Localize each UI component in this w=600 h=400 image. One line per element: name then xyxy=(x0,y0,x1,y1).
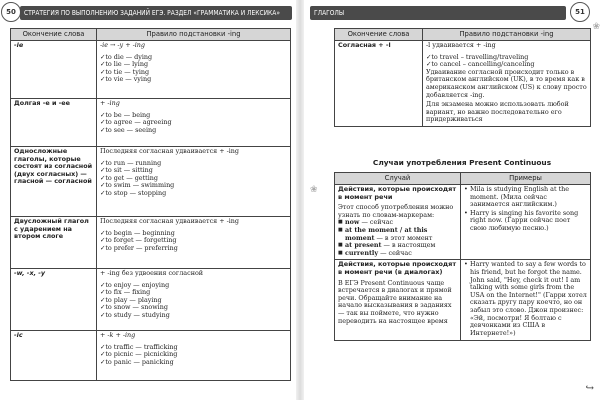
case-intro: Этот способ употребления можно узнать по словам-маркерам: xyxy=(338,203,454,219)
present-continuous-table xyxy=(334,172,591,341)
paw-print-icon: ❀ xyxy=(310,185,318,195)
right-header-text: ГЛАГОЛЫ xyxy=(314,9,345,17)
example-item: ✓ to enjoy — enjoying xyxy=(100,282,287,290)
marker-item xyxy=(338,227,457,242)
case-cell xyxy=(335,259,461,340)
col-header-rule: Правило подстановки -ing xyxy=(423,29,591,41)
rule-cell xyxy=(97,98,291,146)
ending-cell: -ic xyxy=(11,330,97,380)
example-item: ✓ to run — running xyxy=(100,160,287,168)
left-header-text: СТРАТЕГИЯ ПО ВЫПОЛНЕНИЮ ЗАДАНИЙ ЕГЭ. РАЗДЕЛ «ГРАММАТИКА И ЛЕКСИКА» xyxy=(24,9,280,17)
table-row xyxy=(11,98,291,146)
example-item: ✓ to picnic — picnicking xyxy=(100,351,287,359)
example-item: ✓ to tie — tying xyxy=(100,69,287,77)
col-header-rule: Правило подстановки -ing xyxy=(97,29,291,41)
case-title: Действия, которые происходят в момент речи xyxy=(338,185,457,201)
ending-cell: Долгая -e и -ee xyxy=(11,98,97,146)
example-item: • Mila is studying English at the moment. (Мила сейчас занимается английским.) xyxy=(464,186,587,209)
right-page-header xyxy=(310,6,566,20)
ending-cell: Согласная + -l xyxy=(335,40,423,126)
table-row xyxy=(335,40,591,126)
example-item: ✓ to panic — panicking xyxy=(100,359,287,367)
ing-rules-table-continued xyxy=(334,28,591,127)
rule-cell xyxy=(97,216,291,268)
examples-cell xyxy=(461,259,591,340)
table-row xyxy=(335,259,591,340)
rule-text: Последняя согласная удваивается + -ing xyxy=(100,147,240,156)
rule-cell xyxy=(97,40,291,98)
ending-cell: Односложные глаголы, которые состоят из согласной (двух согласных) — гласной — согласной xyxy=(11,146,97,216)
marker-word: at present xyxy=(345,241,382,250)
table-row xyxy=(11,268,291,330)
table-row xyxy=(11,216,291,268)
left-page-header xyxy=(20,6,292,20)
rule-text: + -ing xyxy=(100,99,120,108)
examples-list xyxy=(100,282,287,320)
example-item: ✓ to vie — vying xyxy=(100,76,287,84)
left-page xyxy=(0,0,296,400)
example-item: ✓ to begin — beginning xyxy=(100,230,287,238)
examples-list xyxy=(100,112,287,135)
page-turn-arrow-icon: ↪ xyxy=(585,383,594,394)
col-header-ending: Окончение слова xyxy=(11,29,97,41)
markers-list xyxy=(338,219,457,257)
ending-cell: Двусложный глагол с ударением на втором слоге xyxy=(11,216,97,268)
table-row xyxy=(11,40,291,98)
ending-cell: -ie xyxy=(11,40,97,98)
right-page xyxy=(304,0,600,400)
example-item: ✓ to cancel – cancelling/canceling xyxy=(426,61,587,69)
examples-list xyxy=(100,344,287,367)
marker-translation: — сейчас xyxy=(361,218,394,227)
example-item: ✓ to snow — snowing xyxy=(100,304,287,312)
example-item: ✓ to see — seeing xyxy=(100,127,287,135)
examples-list xyxy=(100,54,287,84)
page-number-right: 51 xyxy=(570,2,590,22)
examples-list xyxy=(100,230,287,253)
example-item: ✓ to swim — swimming xyxy=(100,182,287,190)
example-item: ✓ to forget — forgetting xyxy=(100,237,287,245)
example-item: ✓ to play — playing xyxy=(100,297,287,305)
examples-cell xyxy=(461,184,591,259)
examples-list xyxy=(100,160,287,198)
note-text: Удваивание согласной происходит только в британском английском (UK), в то время как в американском английском (US) к слову просто добавляется -ing. xyxy=(426,67,587,99)
example-item: ✓ to agree — agreeing xyxy=(100,119,287,127)
marker-word: at the moment / at this moment xyxy=(345,226,428,242)
examples-list xyxy=(426,54,587,69)
example-item: ✓ to be — being xyxy=(100,112,287,120)
example-item: ✓ to study — studying xyxy=(100,312,287,320)
case-title: Действия, которые происходят в момент речи (в диалогах) xyxy=(338,260,457,277)
example-item: • Harry is singing his favorite song right now. (Гарри сейчас поет свою любимую песню.) xyxy=(464,210,587,233)
examples-list xyxy=(464,186,587,233)
table-row xyxy=(11,330,291,380)
example-item: ✓ to sit — sitting xyxy=(100,167,287,175)
rule-text: -l удваивается + -ing xyxy=(426,41,496,50)
marker-translation: — в настоящем xyxy=(383,241,436,250)
example-item: ✓ to die — dying xyxy=(100,54,287,62)
ing-rules-table xyxy=(10,28,291,381)
example-item: ✓ to stop — stopping xyxy=(100,190,287,198)
page-number-left: 50 xyxy=(1,2,21,22)
example-item: • Harry wanted to say a few words to his friend, but he forgot the name. John said, "Hey, check it out! I am talking with some girls from the USA on the Internet!" (Гарри хотел сказать другу пару коечто, но он забыл это слово. Джон произнес: «Эй, посмотри! Я болтаю с девчонками из США в Интернете!») xyxy=(464,261,587,337)
section-title: Случаи употребления Present Continuous xyxy=(372,158,552,167)
ending-cell: -w, -x, -y xyxy=(11,268,97,330)
rule-text: + -k + -ing xyxy=(100,331,136,340)
example-item: ✓ to travel – travelling/traveling xyxy=(426,54,587,62)
book-gutter xyxy=(296,0,304,400)
case-body: В ЕГЭ Present Continuous чаще встречается в диалогах и прямой речи. Обращайте внимание на начало высказывания в заданиях — так вы поймете, что нужно переводить на настоящее время xyxy=(338,278,452,325)
table-row xyxy=(335,184,591,259)
example-item: ✓ to fix — fixing xyxy=(100,289,287,297)
rule-cell xyxy=(97,268,291,330)
marker-translation: — сейчас xyxy=(380,248,412,257)
example-item: ✓ to lie — lying xyxy=(100,61,287,69)
rule-cell xyxy=(97,146,291,216)
example-item: ✓ to prefer — preferring xyxy=(100,245,287,253)
note-text: Для экзамена можно использовать любой вариант, но важно последовательно его придерживаться xyxy=(426,100,569,124)
example-item: ✓ to traffic — trafficking xyxy=(100,344,287,352)
rule-cell xyxy=(97,330,291,380)
col-header-examples: Примеры xyxy=(461,173,591,185)
col-header-ending: Окончение слова xyxy=(335,29,423,41)
example-item: ✓ to get — getting xyxy=(100,175,287,183)
rule-cell xyxy=(423,40,591,126)
case-cell xyxy=(335,184,461,259)
marker-translation: — в этот момент xyxy=(376,233,433,242)
rule-text: + -ing без удвоения согласной xyxy=(100,269,204,278)
marker-word: now xyxy=(345,218,360,227)
col-header-case: Случай xyxy=(335,173,461,185)
rule-text: Последняя согласная удваивается + -ing xyxy=(100,217,240,226)
marker-word: currently xyxy=(345,248,379,257)
examples-list xyxy=(464,261,587,337)
marker-item xyxy=(338,250,457,258)
table-row xyxy=(11,146,291,216)
paw-print-icon: ❀ xyxy=(592,22,600,32)
rule-text: -ie → -y + -ing xyxy=(100,41,145,50)
